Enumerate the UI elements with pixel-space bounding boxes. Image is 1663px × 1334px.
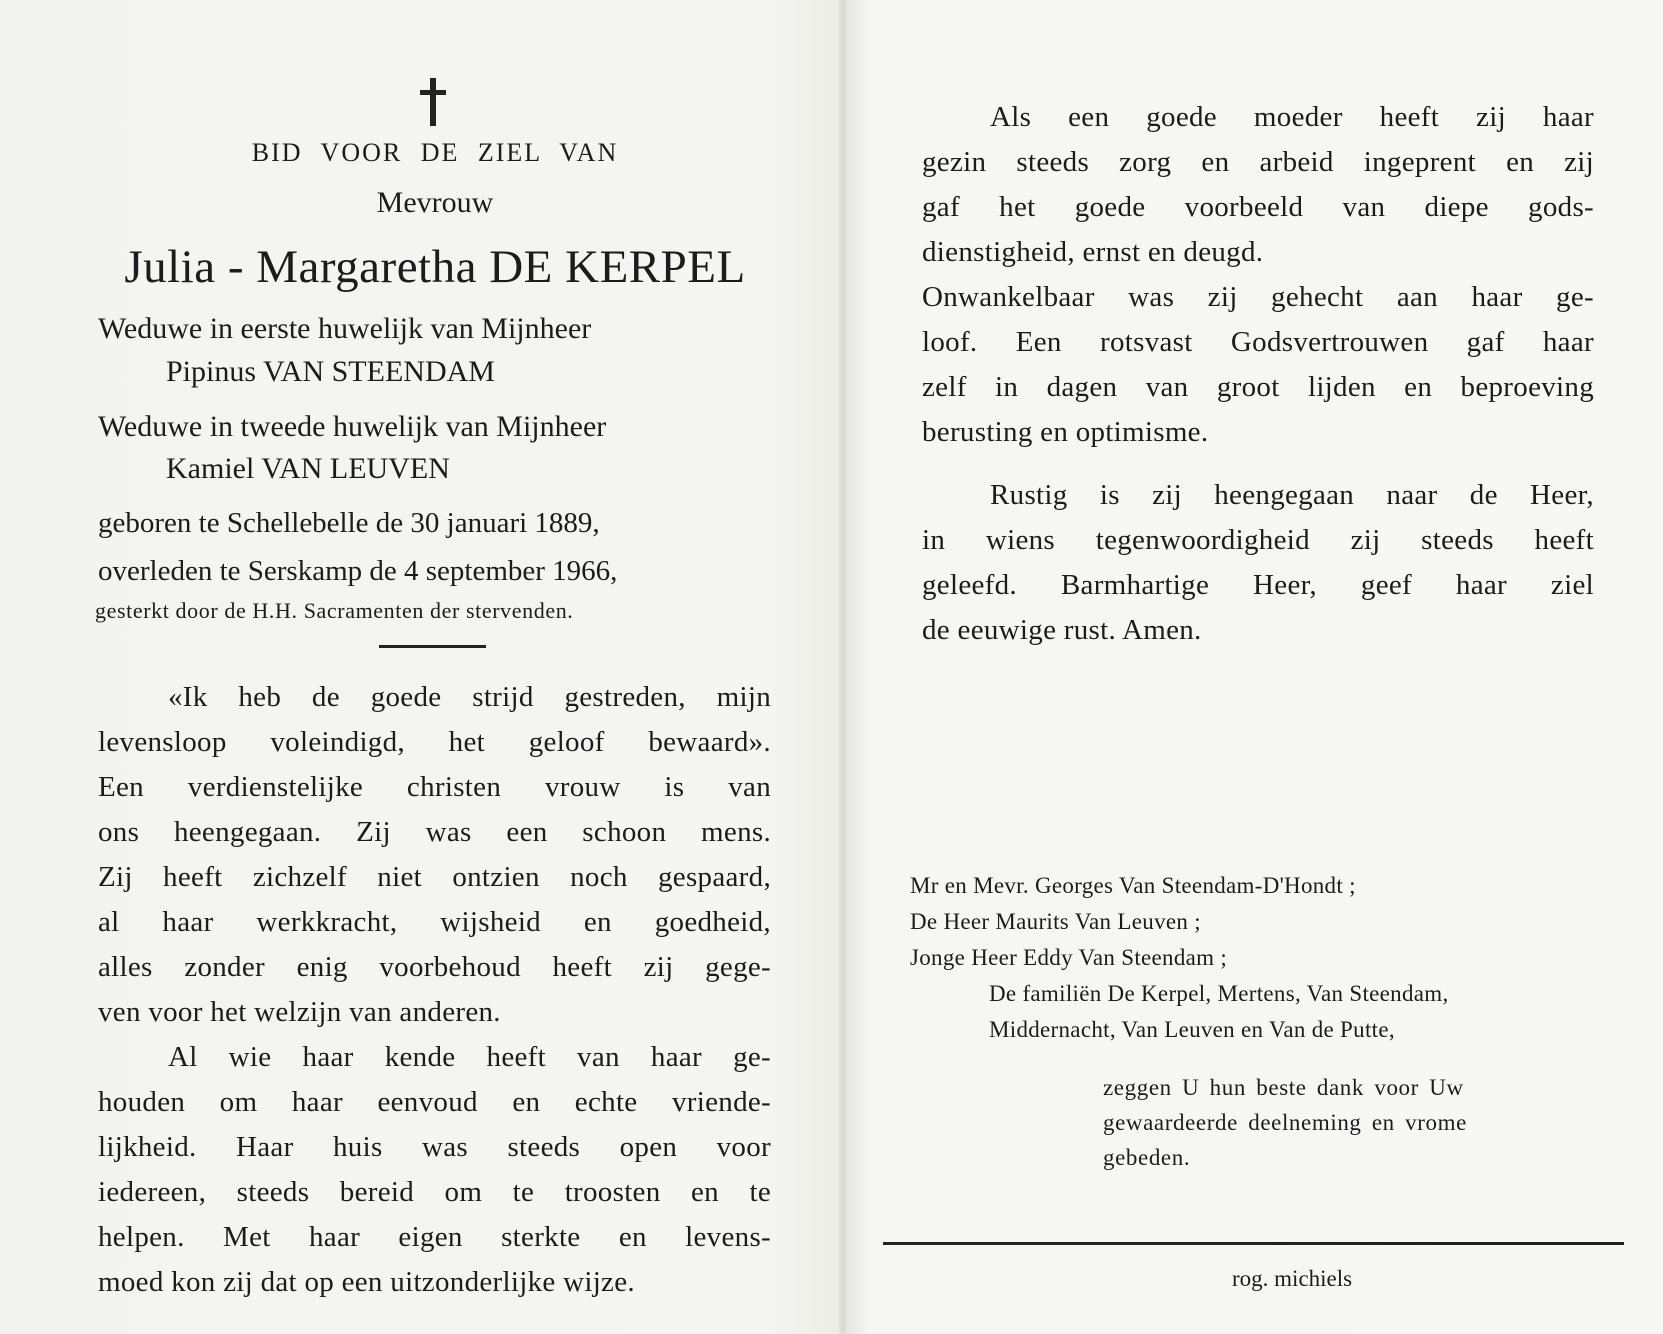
paragraph-line: helpen. Met haar eigen sterkte en levens- — [98, 1221, 771, 1253]
prayer-heading: BID VOOR DE ZIEL VAN — [251, 138, 619, 167]
paragraph-line: Al wie haar kende heeft van haar ge- — [168, 1041, 771, 1073]
bottom-rule — [883, 1242, 1624, 1245]
family-line: Middernacht, Van Leuven en Van de Putte, — [989, 1017, 1395, 1042]
thanks-line: zeggen U hun beste dank voor Uw — [1103, 1075, 1464, 1100]
divider — [379, 645, 486, 648]
paragraph-line: al haar werkkracht, wijsheid en goedheid, — [98, 906, 771, 938]
paragraph-line: dienstigheid, ernst en deugd. — [922, 236, 1264, 268]
family-line: Mr en Mevr. Georges Van Steendam-D'Hondt ; — [910, 873, 1356, 898]
paragraph-line: houden om haar eenvoud en echte vriende- — [98, 1086, 771, 1118]
birth-line: geboren te Schellebelle de 30 januari 1889, — [98, 507, 600, 539]
death-line: overleden te Serskamp de 4 september 1966, — [98, 555, 618, 587]
paragraph-line: ons heengegaan. Zij was een schoon mens. — [98, 816, 771, 848]
paragraph-line: ven voor het welzijn van anderen. — [98, 996, 501, 1028]
paragraph-line: moed kon zij dat op een uitzonderlijke wijze. — [98, 1266, 635, 1298]
paragraph-line: zelf in dagen van groot lijden en beproeving — [922, 371, 1594, 403]
paragraph-line: berusting en optimisme. — [922, 416, 1209, 448]
paragraph-line: Onwankelbaar was zij gehecht aan haar ge- — [922, 281, 1594, 313]
paragraph-line: in wiens tegenwoordigheid zij steeds heeft — [922, 524, 1594, 556]
paragraph-line: geleefd. Barmhartige Heer, geef haar ziel — [922, 569, 1594, 601]
paragraph-line: Als een goede moeder heeft zij haar — [990, 101, 1594, 133]
family-line: De Heer Maurits Van Leuven ; — [910, 909, 1201, 934]
paragraph-line: de eeuwige rust. Amen. — [922, 614, 1202, 646]
paragraph-line: gezin steeds zorg en arbeid ingeprent en zij — [922, 146, 1594, 178]
paragraph-line: «Ik heb de goede strijd gestreden, mijn — [168, 681, 771, 713]
sacraments-line: gesterkt door de H.H. Sacramenten der stervenden. — [95, 598, 574, 623]
thanks-line: gewaardeerde deelneming en vrome — [1103, 1110, 1467, 1135]
paragraph-line: levensloop voleindigd, het geloof bewaard». — [98, 726, 771, 758]
paragraph-line: Rustig is zij heengegaan naar de Heer, — [990, 479, 1594, 511]
spouse-2: Kamiel VAN LEUVEN — [166, 452, 450, 485]
paragraph-line: Zij heeft zichzelf niet ontzien noch gespaard, — [98, 861, 771, 893]
paragraph-line: lijkheid. Haar huis was steeds open voor — [98, 1131, 771, 1163]
family-line: De familiën De Kerpel, Mertens, Van Steendam, — [989, 981, 1449, 1006]
right-page — [846, 0, 1663, 1334]
paragraph-line: iedereen, steeds bereid om te troosten en te — [98, 1176, 771, 1208]
honorific: Mevrouw — [376, 186, 494, 219]
paragraph-line: alles zonder enig voorbehoud heeft zij gege- — [98, 951, 771, 983]
printer-name: rog. michiels — [1232, 1266, 1353, 1291]
paragraph-line: loof. Een rotsvast Godsvertrouwen gaf haar — [922, 326, 1594, 358]
deceased-name: Julia - Margaretha DE KERPEL — [124, 241, 746, 293]
marriage-1: Weduwe in eerste huwelijk van Mijnheer — [98, 312, 592, 345]
paragraph-line: gaf het goede voorbeeld van diepe gods- — [922, 191, 1594, 223]
marriage-2: Weduwe in tweede huwelijk van Mijnheer — [98, 410, 607, 443]
cross-icon — [420, 78, 446, 126]
spouse-1: Pipinus VAN STEENDAM — [166, 355, 495, 388]
thanks-line: gebeden. — [1103, 1145, 1191, 1170]
family-line: Jonge Heer Eddy Van Steendam ; — [910, 945, 1228, 970]
paragraph-line: Een verdienstelijke christen vrouw is van — [98, 771, 771, 803]
